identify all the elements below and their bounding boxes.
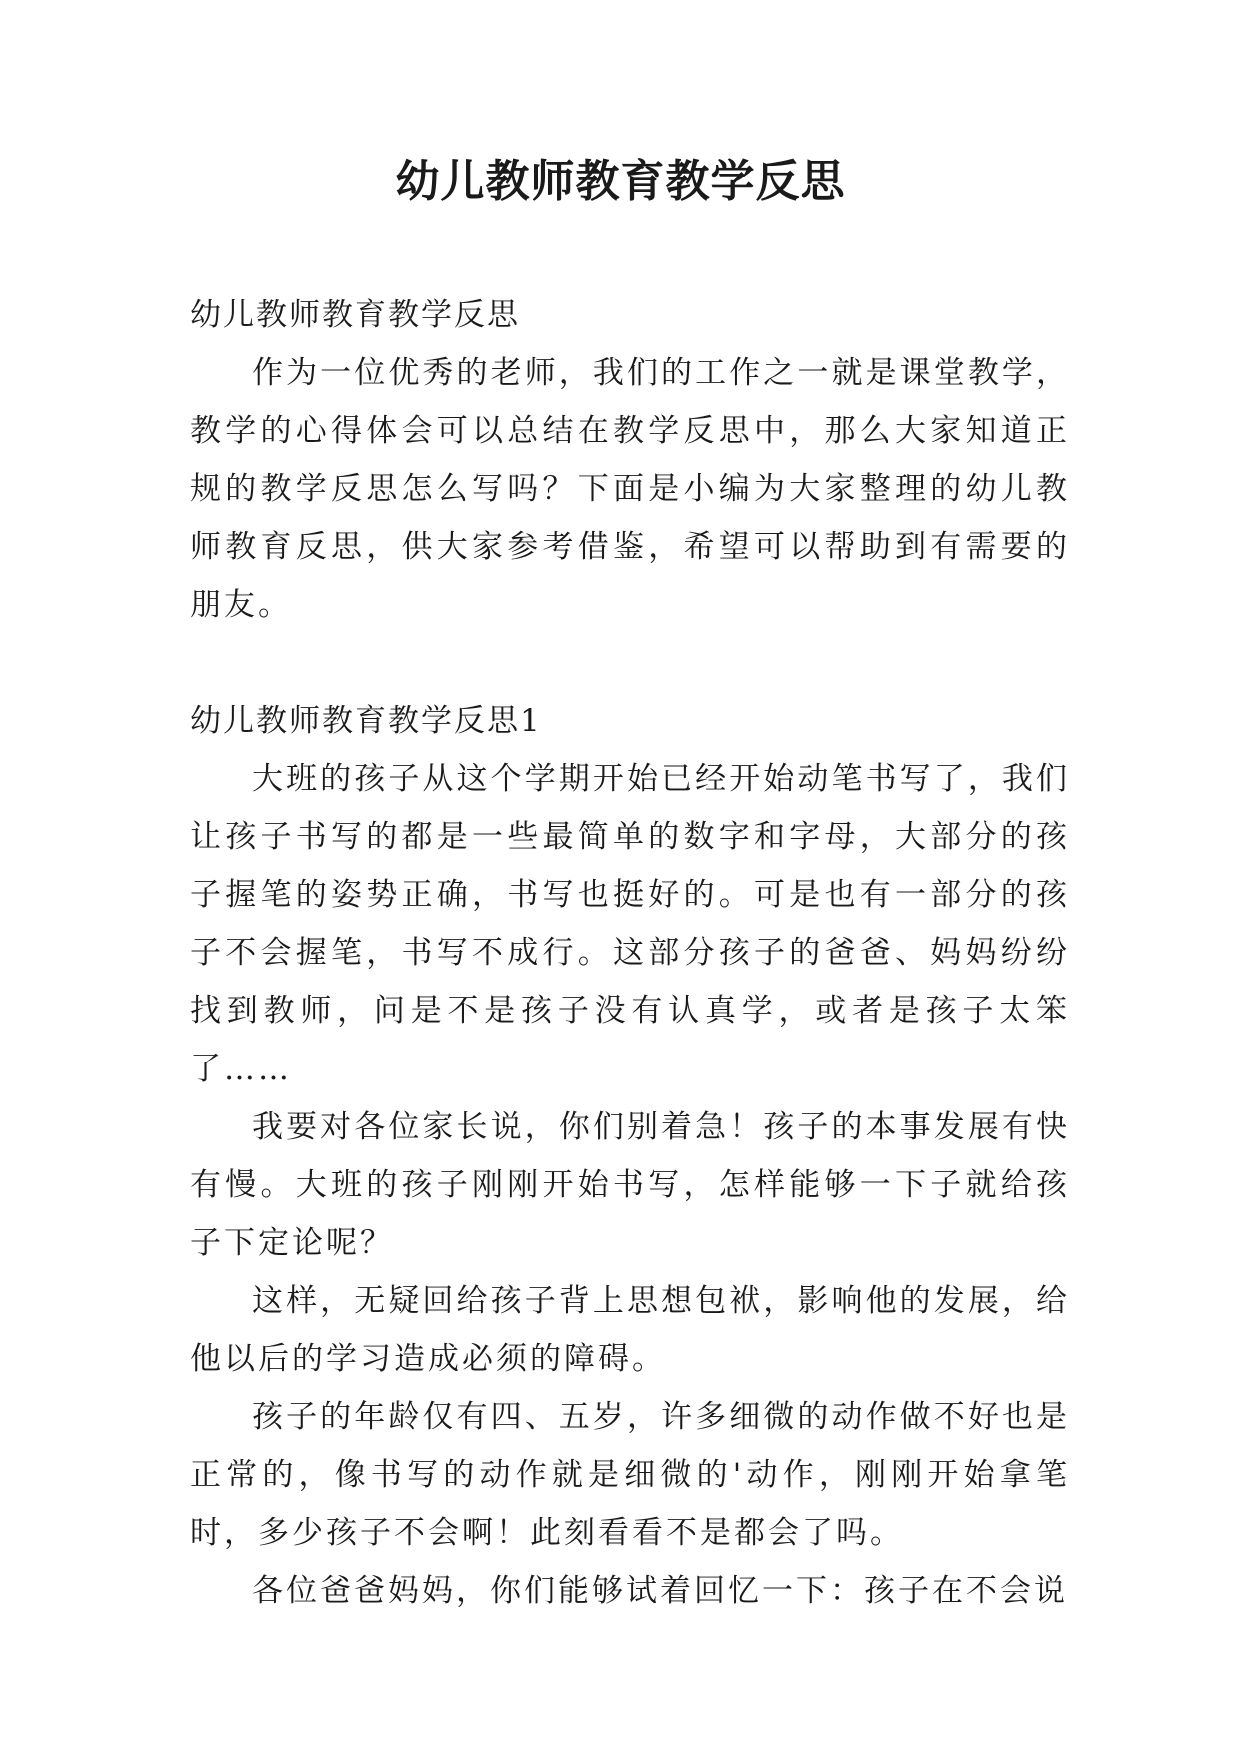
section-1-heading: 幼儿教师教育教学反思1 [190,703,542,739]
section-1-paragraph: 大班的孩子从这个学期开始已经开始动笔书写了，我们让孩子书写的都是一些最简单的数字和字母，大部分的孩子握笔的姿势正确，书写也挺好的。可是也有一部分的孩子不会握笔，书写不成行。这部分孩子的爸爸、妈妈纷纷找到教师，问是不是孩子没有认真学，或者是孩子太笨了…… [190,761,1070,1087]
intro-heading: 幼儿教师教育教学反思 [190,297,520,333]
section-1-paragraph: 这样，无疑回给孩子背上思想包袱，影响他的发展，给他以后的学习造成必须的障碍。 [190,1283,1070,1377]
section-1-paragraph: 各位爸爸妈妈，你们能够试着回忆一下：孩子在不会说 [252,1573,1068,1609]
section-1-paragraph: 我要对各位家长说，你们别着急！孩子的本事发展有快有慢。大班的孩子刚刚开始书写，怎样能够一下子就给孩子下定论呢？ [190,1109,1070,1261]
document-title: 幼儿教师教育教学反思 [395,156,846,207]
document-body [190,286,1070,1620]
section-spacer [190,634,1070,692]
section-1-paragraph: 孩子的年龄仅有四、五岁，许多细微的动作做不好也是正常的，像书写的动作就是细微的'动作，刚刚开始拿笔时，多少孩子不会啊！此刻看看不是都会了吗。 [190,1399,1070,1551]
intro-paragraph: 作为一位优秀的老师，我们的工作之一就是课堂教学，教学的心得体会可以总结在教学反思中，那么大家知道正规的教学反思怎么写吗？下面是小编为大家整理的幼儿教师教育反思，供大家参考借鉴，希望可以帮助到有需要的朋友。 [190,355,1070,623]
